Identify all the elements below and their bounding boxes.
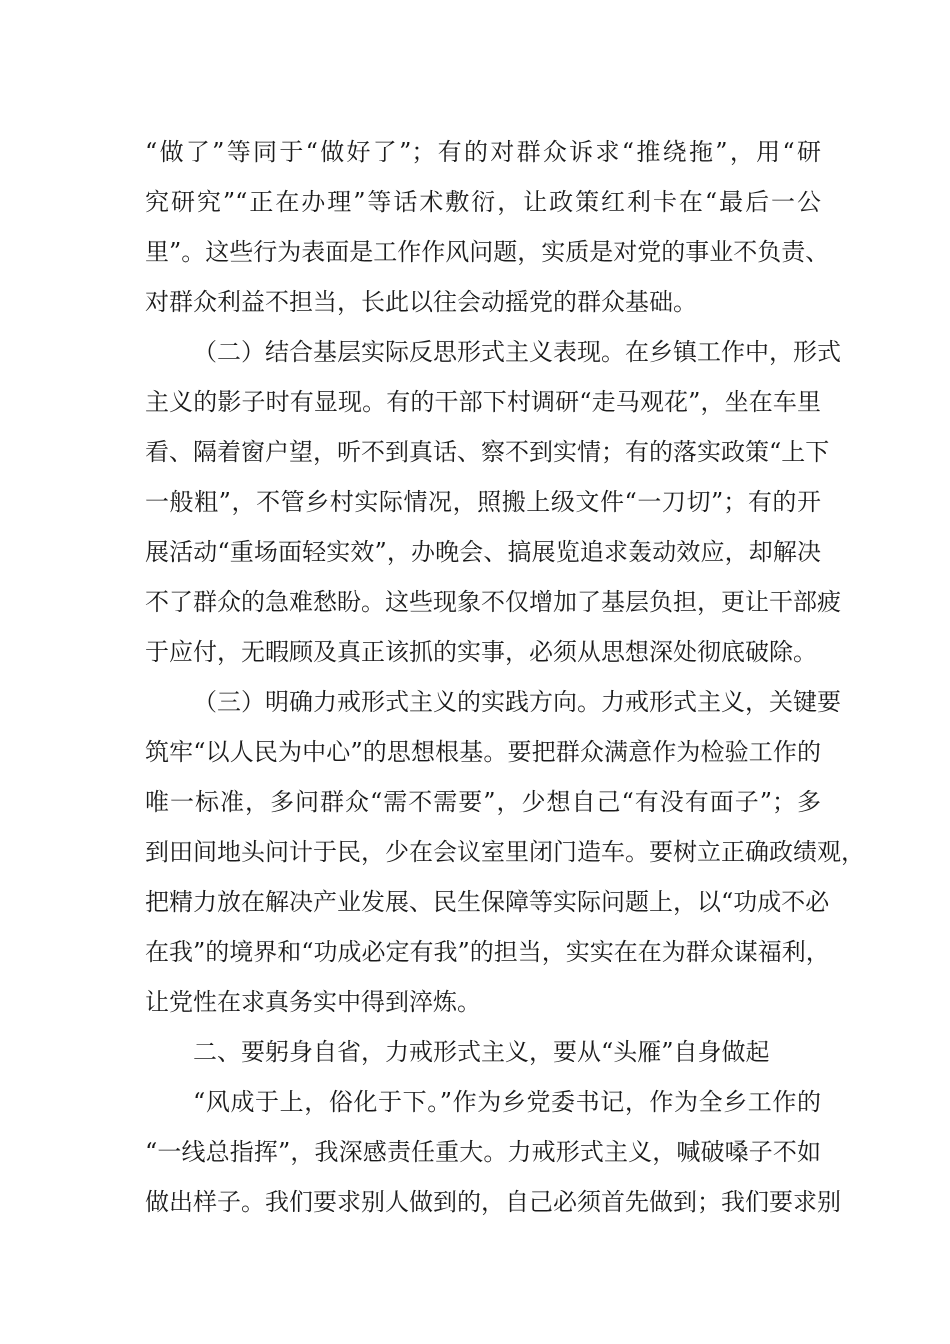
text-line: 究研究”“正在办理”等话术敷衍，让政策红利卡在“最后一公 <box>145 188 821 216</box>
section-heading: 二、要躬身自省，力戒形式主义，要从“头雁”自身做起 <box>193 1038 770 1066</box>
text-line: 把精力放在解决产业发展、民生保障等实际问题上，以“功成不必 <box>145 888 830 916</box>
text-line: 在我”的境界和“功成必定有我”的担当，实实在在为群众谋福利， <box>145 938 830 966</box>
text-line: 主义的影子时有显现。有的干部下村调研“走马观花”，坐在车里 <box>145 388 821 416</box>
text-line: “做了”等同于“做好了”；有的对群众诉求“推绕拖”，用“研 <box>145 138 821 166</box>
text-line: “风成于上，俗化于下。”作为乡党委书记，作为全乡工作的 <box>193 1088 821 1116</box>
text-line: 展活动“重场面轻实效”，办晚会、搞展览追求轰动效应，却解决 <box>145 538 821 566</box>
text-line: 做出样子。我们要求别人做到的，自己必须首先做到；我们要求别 <box>145 1188 841 1216</box>
text-line: 一般粗”，不管乡村实际情况，照搬上级文件“一刀切”；有的开 <box>145 488 821 516</box>
text-line: （三）明确力戒形式主义的实践方向。力戒形式主义，关键要 <box>193 688 841 716</box>
text-line: 让党性在求真务实中得到淬炼。 <box>145 988 481 1016</box>
text-line: 筑牢“以人民为中心”的思想根基。要把群众满意作为检验工作的 <box>145 738 821 766</box>
text-line: （二）结合基层实际反思形式主义表现。在乡镇工作中，形式 <box>193 338 841 366</box>
text-line: 到田间地头问计于民，少在会议室里闭门造车。要树立正确政绩观， <box>145 838 865 866</box>
text-line: 唯一标准，多问群众“需不需要”，少想自己“有没有面子”；多 <box>145 788 821 816</box>
text-line: 于应付，无暇顾及真正该抓的实事，必须从思想深处彻底破除。 <box>145 638 817 666</box>
text-line: 不了群众的急难愁盼。这些现象不仅增加了基层负担，更让干部疲 <box>145 588 841 616</box>
text-line: 里”。这些行为表面是工作作风问题，实质是对党的事业不负责、 <box>145 238 830 266</box>
text-line: 对群众利益不担当，长此以往会动摇党的群众基础。 <box>145 288 697 316</box>
text-line: “一线总指挥”，我深感责任重大。力戒形式主义，喊破嗓子不如 <box>145 1138 821 1166</box>
text-line: 看、隔着窗户望，听不到真话、察不到实情；有的落实政策“上下 <box>145 438 830 466</box>
